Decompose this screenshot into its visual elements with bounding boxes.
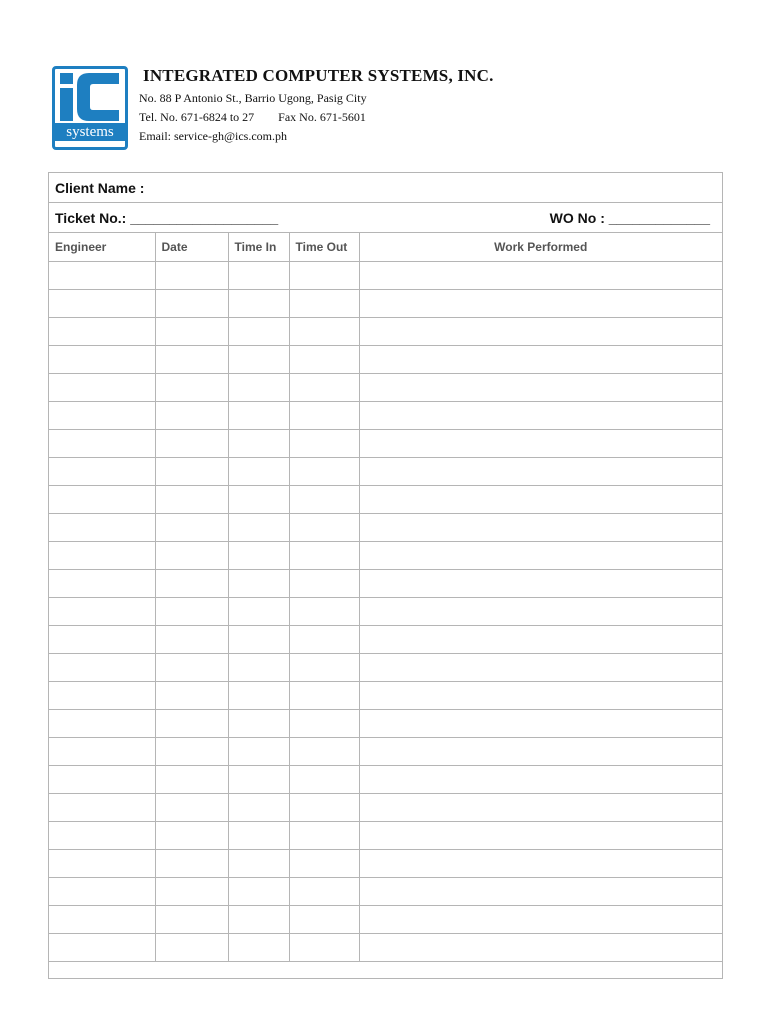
table-cell [49, 905, 155, 933]
table-row [49, 569, 722, 597]
table-cell [359, 653, 722, 681]
service-log-form [48, 172, 723, 979]
table-cell [289, 765, 359, 793]
table-cell [289, 597, 359, 625]
wo-number-label: WO No : _____________ [549, 210, 710, 226]
table-cell [49, 429, 155, 457]
table-cell [228, 485, 289, 513]
table-cell [155, 793, 228, 821]
table-cell [289, 933, 359, 961]
table-cell [155, 737, 228, 765]
table-row [49, 485, 722, 513]
table-row [49, 345, 722, 373]
table-cell [359, 765, 722, 793]
ticket-number-label: Ticket No.: ___________________ [55, 210, 279, 226]
table-cell [359, 737, 722, 765]
table-row [49, 849, 722, 877]
table-cell [49, 793, 155, 821]
table-cell [359, 681, 722, 709]
table-cell [359, 317, 722, 345]
table-row [49, 765, 722, 793]
table-cell [228, 877, 289, 905]
table-cell [49, 401, 155, 429]
table-cell [228, 597, 289, 625]
table-cell [289, 709, 359, 737]
table-cell [359, 261, 722, 289]
table-row [49, 821, 722, 849]
table-cell [49, 541, 155, 569]
table-row [49, 429, 722, 457]
table-cell [155, 401, 228, 429]
table-cell [49, 653, 155, 681]
table-row [49, 457, 722, 485]
work-log-table [49, 233, 722, 962]
tel-number: Tel. No. 671-6824 to 27 [139, 110, 255, 124]
table-cell [228, 625, 289, 653]
table-row [49, 793, 722, 821]
fax-number: Fax No. 671-5601 [278, 110, 366, 124]
table-cell [49, 317, 155, 345]
table-cell [289, 289, 359, 317]
table-cell [155, 345, 228, 373]
table-cell [228, 513, 289, 541]
table-cell [155, 933, 228, 961]
table-cell [49, 485, 155, 513]
table-cell [49, 513, 155, 541]
table-cell [289, 541, 359, 569]
table-cell [228, 681, 289, 709]
table-cell [49, 289, 155, 317]
table-cell [359, 793, 722, 821]
table-cell [155, 541, 228, 569]
table-cell [289, 429, 359, 457]
table-cell [359, 429, 722, 457]
table-row [49, 373, 722, 401]
table-cell [289, 681, 359, 709]
table-cell [359, 877, 722, 905]
company-email: Email: service-gh@ics.com.ph [139, 129, 288, 143]
table-cell [359, 485, 722, 513]
table-cell [289, 653, 359, 681]
table-cell [228, 933, 289, 961]
table-row [49, 625, 722, 653]
table-cell [359, 709, 722, 737]
logo-wordmark: systems [55, 123, 125, 141]
table-cell [289, 345, 359, 373]
table-cell [155, 597, 228, 625]
table-row [49, 317, 722, 345]
table-cell [49, 821, 155, 849]
table-cell [228, 905, 289, 933]
table-cell [228, 457, 289, 485]
table-cell [228, 737, 289, 765]
table-row [49, 933, 722, 961]
table-cell [228, 429, 289, 457]
table-row [49, 709, 722, 737]
table-cell [49, 569, 155, 597]
client-name-label: Client Name : [55, 180, 145, 196]
table-cell [289, 569, 359, 597]
table-row [49, 541, 722, 569]
table-cell [155, 289, 228, 317]
column-header-date: Date [155, 233, 228, 261]
table-cell [228, 709, 289, 737]
table-row [49, 877, 722, 905]
table-cell [289, 261, 359, 289]
table-cell [228, 317, 289, 345]
table-cell [359, 457, 722, 485]
table-cell [289, 877, 359, 905]
table-cell [155, 513, 228, 541]
table-cell [155, 821, 228, 849]
table-cell [289, 457, 359, 485]
table-cell [359, 821, 722, 849]
table-cell [228, 569, 289, 597]
table-cell [49, 345, 155, 373]
table-cell [289, 317, 359, 345]
table-cell [228, 401, 289, 429]
table-cell [155, 653, 228, 681]
table-cell [289, 905, 359, 933]
column-header-engineer: Engineer [49, 233, 155, 261]
table-row [49, 653, 722, 681]
table-cell [155, 373, 228, 401]
table-cell [155, 457, 228, 485]
table-row [49, 289, 722, 317]
table-cell [359, 625, 722, 653]
table-cell [359, 289, 722, 317]
table-cell [155, 905, 228, 933]
table-row [49, 513, 722, 541]
table-cell [49, 597, 155, 625]
column-header-time-out: Time Out [289, 233, 359, 261]
table-cell [49, 457, 155, 485]
column-header-time-in: Time In [228, 233, 289, 261]
table-row [49, 401, 722, 429]
company-address: No. 88 P Antonio St., Barrio Ugong, Pasig City [139, 91, 367, 105]
table-cell [155, 625, 228, 653]
table-cell [359, 905, 722, 933]
table-cell [289, 793, 359, 821]
client-name-row [49, 173, 722, 203]
table-cell [359, 345, 722, 373]
table-cell [49, 261, 155, 289]
table-header-row [49, 233, 722, 261]
table-cell [49, 681, 155, 709]
table-cell [228, 653, 289, 681]
table-cell [289, 373, 359, 401]
table-cell [228, 373, 289, 401]
table-cell [49, 709, 155, 737]
table-cell [49, 625, 155, 653]
table-cell [228, 345, 289, 373]
table-cell [155, 877, 228, 905]
table-cell [155, 709, 228, 737]
table-cell [228, 765, 289, 793]
table-cell [359, 513, 722, 541]
table-row [49, 597, 722, 625]
table-row [49, 261, 722, 289]
table-cell [155, 261, 228, 289]
table-cell [155, 569, 228, 597]
ics-logo [52, 66, 128, 150]
table-cell [49, 849, 155, 877]
table-body [49, 261, 722, 961]
table-row [49, 681, 722, 709]
table-cell [359, 373, 722, 401]
company-phone-line [139, 110, 366, 125]
table-cell [155, 485, 228, 513]
table-cell [289, 401, 359, 429]
table-cell [359, 401, 722, 429]
table-cell [155, 429, 228, 457]
ticket-row [49, 203, 722, 233]
ic-logo-mark-icon [55, 69, 125, 123]
table-cell [228, 289, 289, 317]
table-cell [49, 877, 155, 905]
table-cell [228, 261, 289, 289]
table-row [49, 737, 722, 765]
table-cell [228, 541, 289, 569]
table-cell [49, 933, 155, 961]
table-cell [155, 317, 228, 345]
table-cell [228, 821, 289, 849]
table-cell [359, 933, 722, 961]
table-cell [359, 597, 722, 625]
table-cell [359, 569, 722, 597]
column-header-work-performed: Work Performed [359, 233, 722, 261]
table-cell [289, 485, 359, 513]
table-cell [49, 737, 155, 765]
table-cell [228, 793, 289, 821]
table-cell [49, 373, 155, 401]
table-cell [155, 765, 228, 793]
table-cell [289, 849, 359, 877]
table-cell [228, 849, 289, 877]
table-cell [289, 821, 359, 849]
company-name: INTEGRATED COMPUTER SYSTEMS, INC. [143, 66, 494, 85]
table-cell [49, 765, 155, 793]
table-cell [155, 849, 228, 877]
table-cell [289, 737, 359, 765]
table-cell [289, 513, 359, 541]
table-row [49, 905, 722, 933]
table-cell [155, 681, 228, 709]
table-cell [289, 625, 359, 653]
table-cell [359, 849, 722, 877]
table-cell [359, 541, 722, 569]
